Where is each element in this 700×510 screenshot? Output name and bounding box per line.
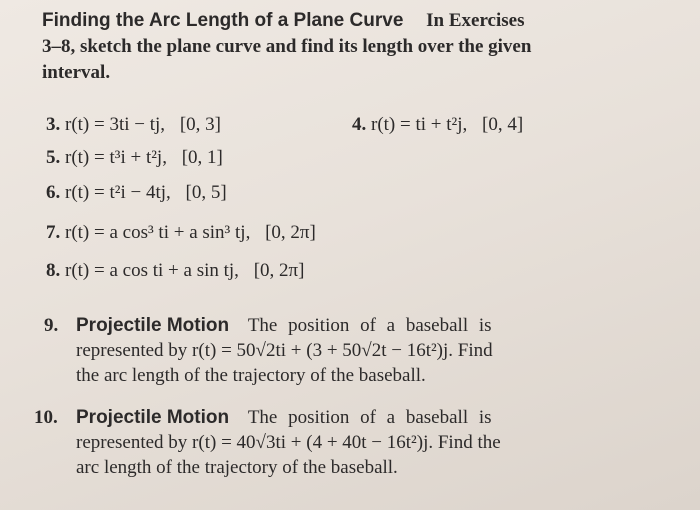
problem-number: 10. <box>34 407 58 428</box>
problem-text-line3: arc length of the trajectory of the baseball. <box>76 457 398 478</box>
section-instructions-start: In Exercises <box>426 10 525 31</box>
exercise-interval: [0, 5] <box>185 182 227 203</box>
section-instructions-line3: interval. <box>42 62 111 83</box>
exercise-number: 5. <box>46 147 61 168</box>
exercise-expression: r(t) = a cos ti + a sin tj, <box>65 260 239 281</box>
exercise-expression: r(t) = 3ti − tj, <box>65 114 166 135</box>
problem-text-line1: The position of a baseball is <box>247 407 492 428</box>
exercise-expression: r(t) = a cos³ ti + a sin³ tj, <box>65 222 251 243</box>
exercise-interval: [0, 3] <box>179 114 221 135</box>
exercise-4 <box>352 112 523 138</box>
exercise-6 <box>46 180 227 206</box>
problem-text-line2: represented by r(t) = 50√2ti + (3 + 50√2t − 16t²)j. Find <box>76 340 493 361</box>
section-title: Finding the Arc Length of a Plane Curve <box>42 10 404 31</box>
problem-title: Projectile Motion <box>76 407 230 428</box>
exercise-7 <box>46 220 316 246</box>
exercise-interval: [0, 1] <box>181 147 223 168</box>
exercise-expression: r(t) = ti + t²j, <box>371 114 468 135</box>
exercise-number: 4. <box>352 114 367 135</box>
problem-text-line2: represented by r(t) = 40√3ti + (4 + 40t − 16t²)j. Find the <box>76 432 501 453</box>
problem-number: 9. <box>44 315 59 336</box>
exercise-number: 3. <box>46 114 61 135</box>
exercise-expression: r(t) = t²i − 4tj, <box>65 182 171 203</box>
section-instructions-line2: 3–8, sketch the plane curve and find its length over the given <box>42 36 532 57</box>
problem-text-line1: The position of a baseball is <box>247 315 492 336</box>
exercise-expression: r(t) = t³i + t²j, <box>65 147 167 168</box>
exercise-interval: [0, 2π] <box>265 222 316 243</box>
section-heading <box>42 8 662 86</box>
problem-text-line3: the arc length of the trajectory of the baseball. <box>76 365 426 386</box>
problem-10 <box>34 405 664 485</box>
problem-9 <box>44 313 664 393</box>
exercise-5 <box>46 145 223 171</box>
exercise-3 <box>46 112 221 138</box>
exercise-8 <box>46 258 304 284</box>
exercise-number: 6. <box>46 182 61 203</box>
exercise-interval: [0, 4] <box>482 114 524 135</box>
exercise-interval: [0, 2π] <box>253 260 305 281</box>
exercise-number: 8. <box>46 260 61 281</box>
exercise-number: 7. <box>46 222 61 243</box>
problem-title: Projectile Motion <box>76 315 230 336</box>
